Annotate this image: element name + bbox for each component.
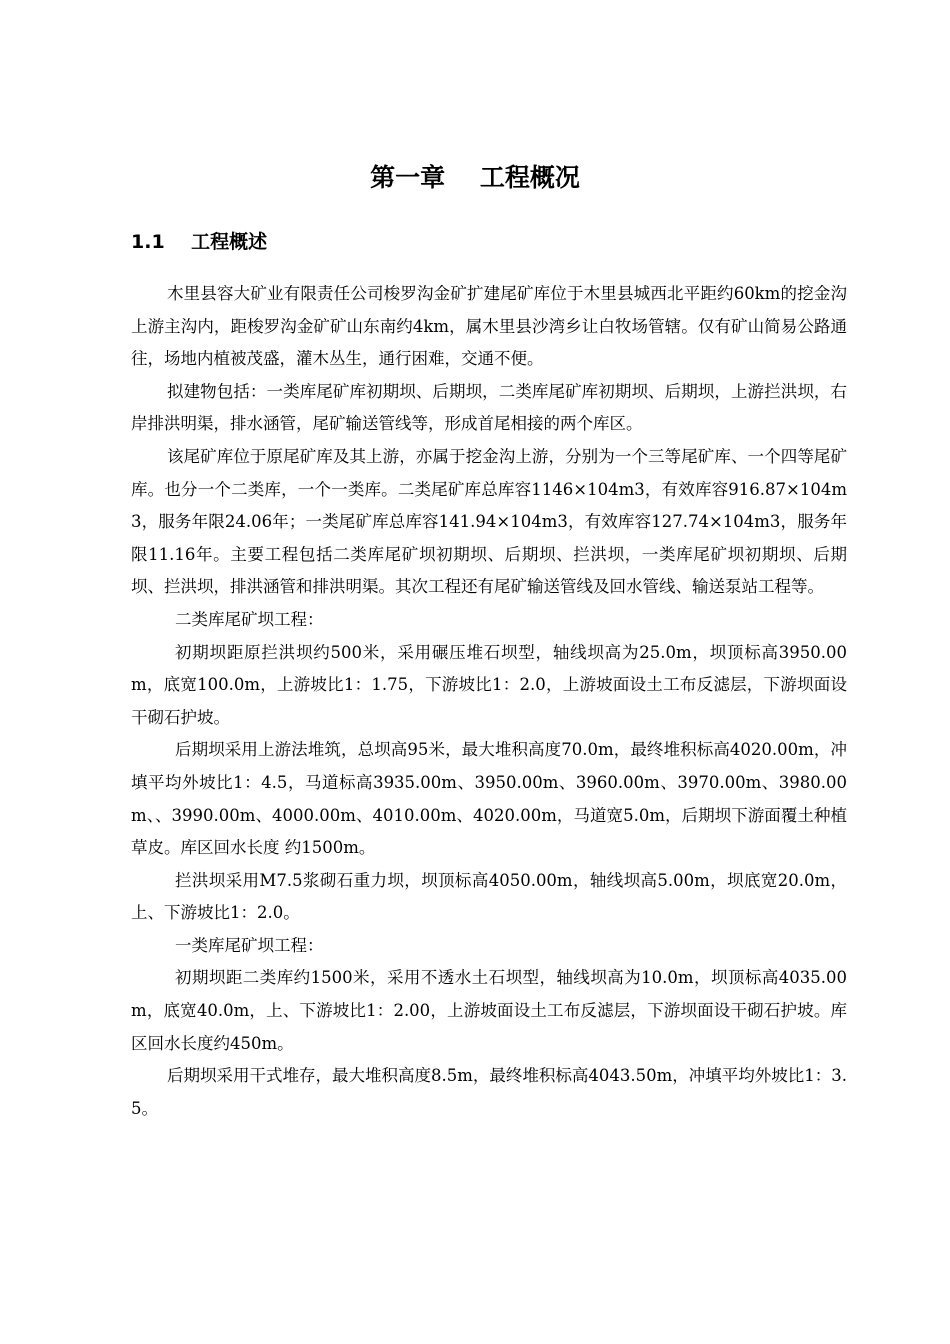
document-body: [131, 278, 847, 1125]
paragraph-class2-later-dam: 后期坝采用上游法堆筑，总坝高95米，最大堆积高度70.0m，最终堆积标高4020.00m，冲填平均外坡比1：4.5，马道标高3935.00m、3950.00m、3960.00m、3970.00m、3980.00m、、3990.00m、4000.00m、4010.00m、4020.00m，马道宽5.0m，后期坝下游面覆土种植草皮。库区回水长度 约1500m。: [131, 740, 847, 858]
section-heading: [131, 228, 267, 256]
section-title: 工程概述: [191, 231, 268, 253]
paragraph-capacity: 该尾矿库位于原尾矿库及其上游，亦属于挖金沟上游，分别为一个三等尾矿库、一个四等尾矿库。也分一个二类库，一个一类库。二类尾矿库总库容1146×104m3，有效库容916.87×104m3，服务年限24.06年；一类尾矿库总库容141.94×104m3，有效库容127.74×104m3，服务年限11.16年。主要工程包括二类库尾矿坝初期坝、后期坝、拦洪坝，一类库尾矿坝初期坝、后期坝、拦洪坝，排洪涵管和排洪明渠。其次工程还有尾矿输送管线及回水管线、输送泵站工程等。: [131, 446, 847, 597]
paragraph-location: 木里县容大矿业有限责任公司梭罗沟金矿扩建尾矿库位于木里县城西北平距约60km的挖金沟上游主沟内，距梭罗沟金矿矿山东南约4km，属木里县沙湾乡让白牧场管辖。仅有矿山简易公路通往，场地内植被茂盛，灌木丛生，通行困难，交通不便。: [131, 284, 847, 369]
chapter-title: 第一章 工程概况: [370, 163, 580, 192]
paragraph-class2-initial-dam: 初期坝距原拦洪坝约500米，采用碾压堆石坝型，轴线坝高为25.0m，坝顶标高3950.00m，底宽100.0m，上游坡比1：1.75，下游坡比1：2.0，上游坡面设土工布反滤层，下游坝面设干砌石护坡。: [131, 642, 847, 727]
subheading-class1-dam: 一类库尾矿坝工程：: [175, 935, 324, 955]
paragraph-class1-initial-dam: 初期坝距二类库约1500米，采用不透水土石坝型，轴线坝高为10.0m，坝顶标高4035.00m，底宽40.0m，上、下游坡比1：2.00，上游坡面设土工布反滤层，下游坝面设干砌石护坡。库区回水长度约450m。: [131, 968, 847, 1053]
paragraph-structures: 拟建物包括：一类库尾矿库初期坝、后期坝，二类库尾矿库初期坝、后期坝，上游拦洪坝，右岸排洪明渠，排水涵管，尾矿输送管线等，形成首尾相接的两个库区。: [131, 381, 847, 434]
subheading-class2-dam: 二类库尾矿坝工程：: [175, 609, 324, 629]
paragraph-class1-later-dam: 后期坝采用干式堆存，最大堆积高度8.5m，最终堆积标高4043.50m，冲填平均外坡比1：3.5。: [131, 1066, 848, 1118]
paragraph-class2-flood-dam: 拦洪坝采用M7.5浆砌石重力坝，坝顶标高4050.00m，轴线坝高5.00m，坝底宽20.0m，上、下游坡比1：2.0。: [131, 870, 847, 923]
section-number: 1.1: [131, 231, 165, 253]
